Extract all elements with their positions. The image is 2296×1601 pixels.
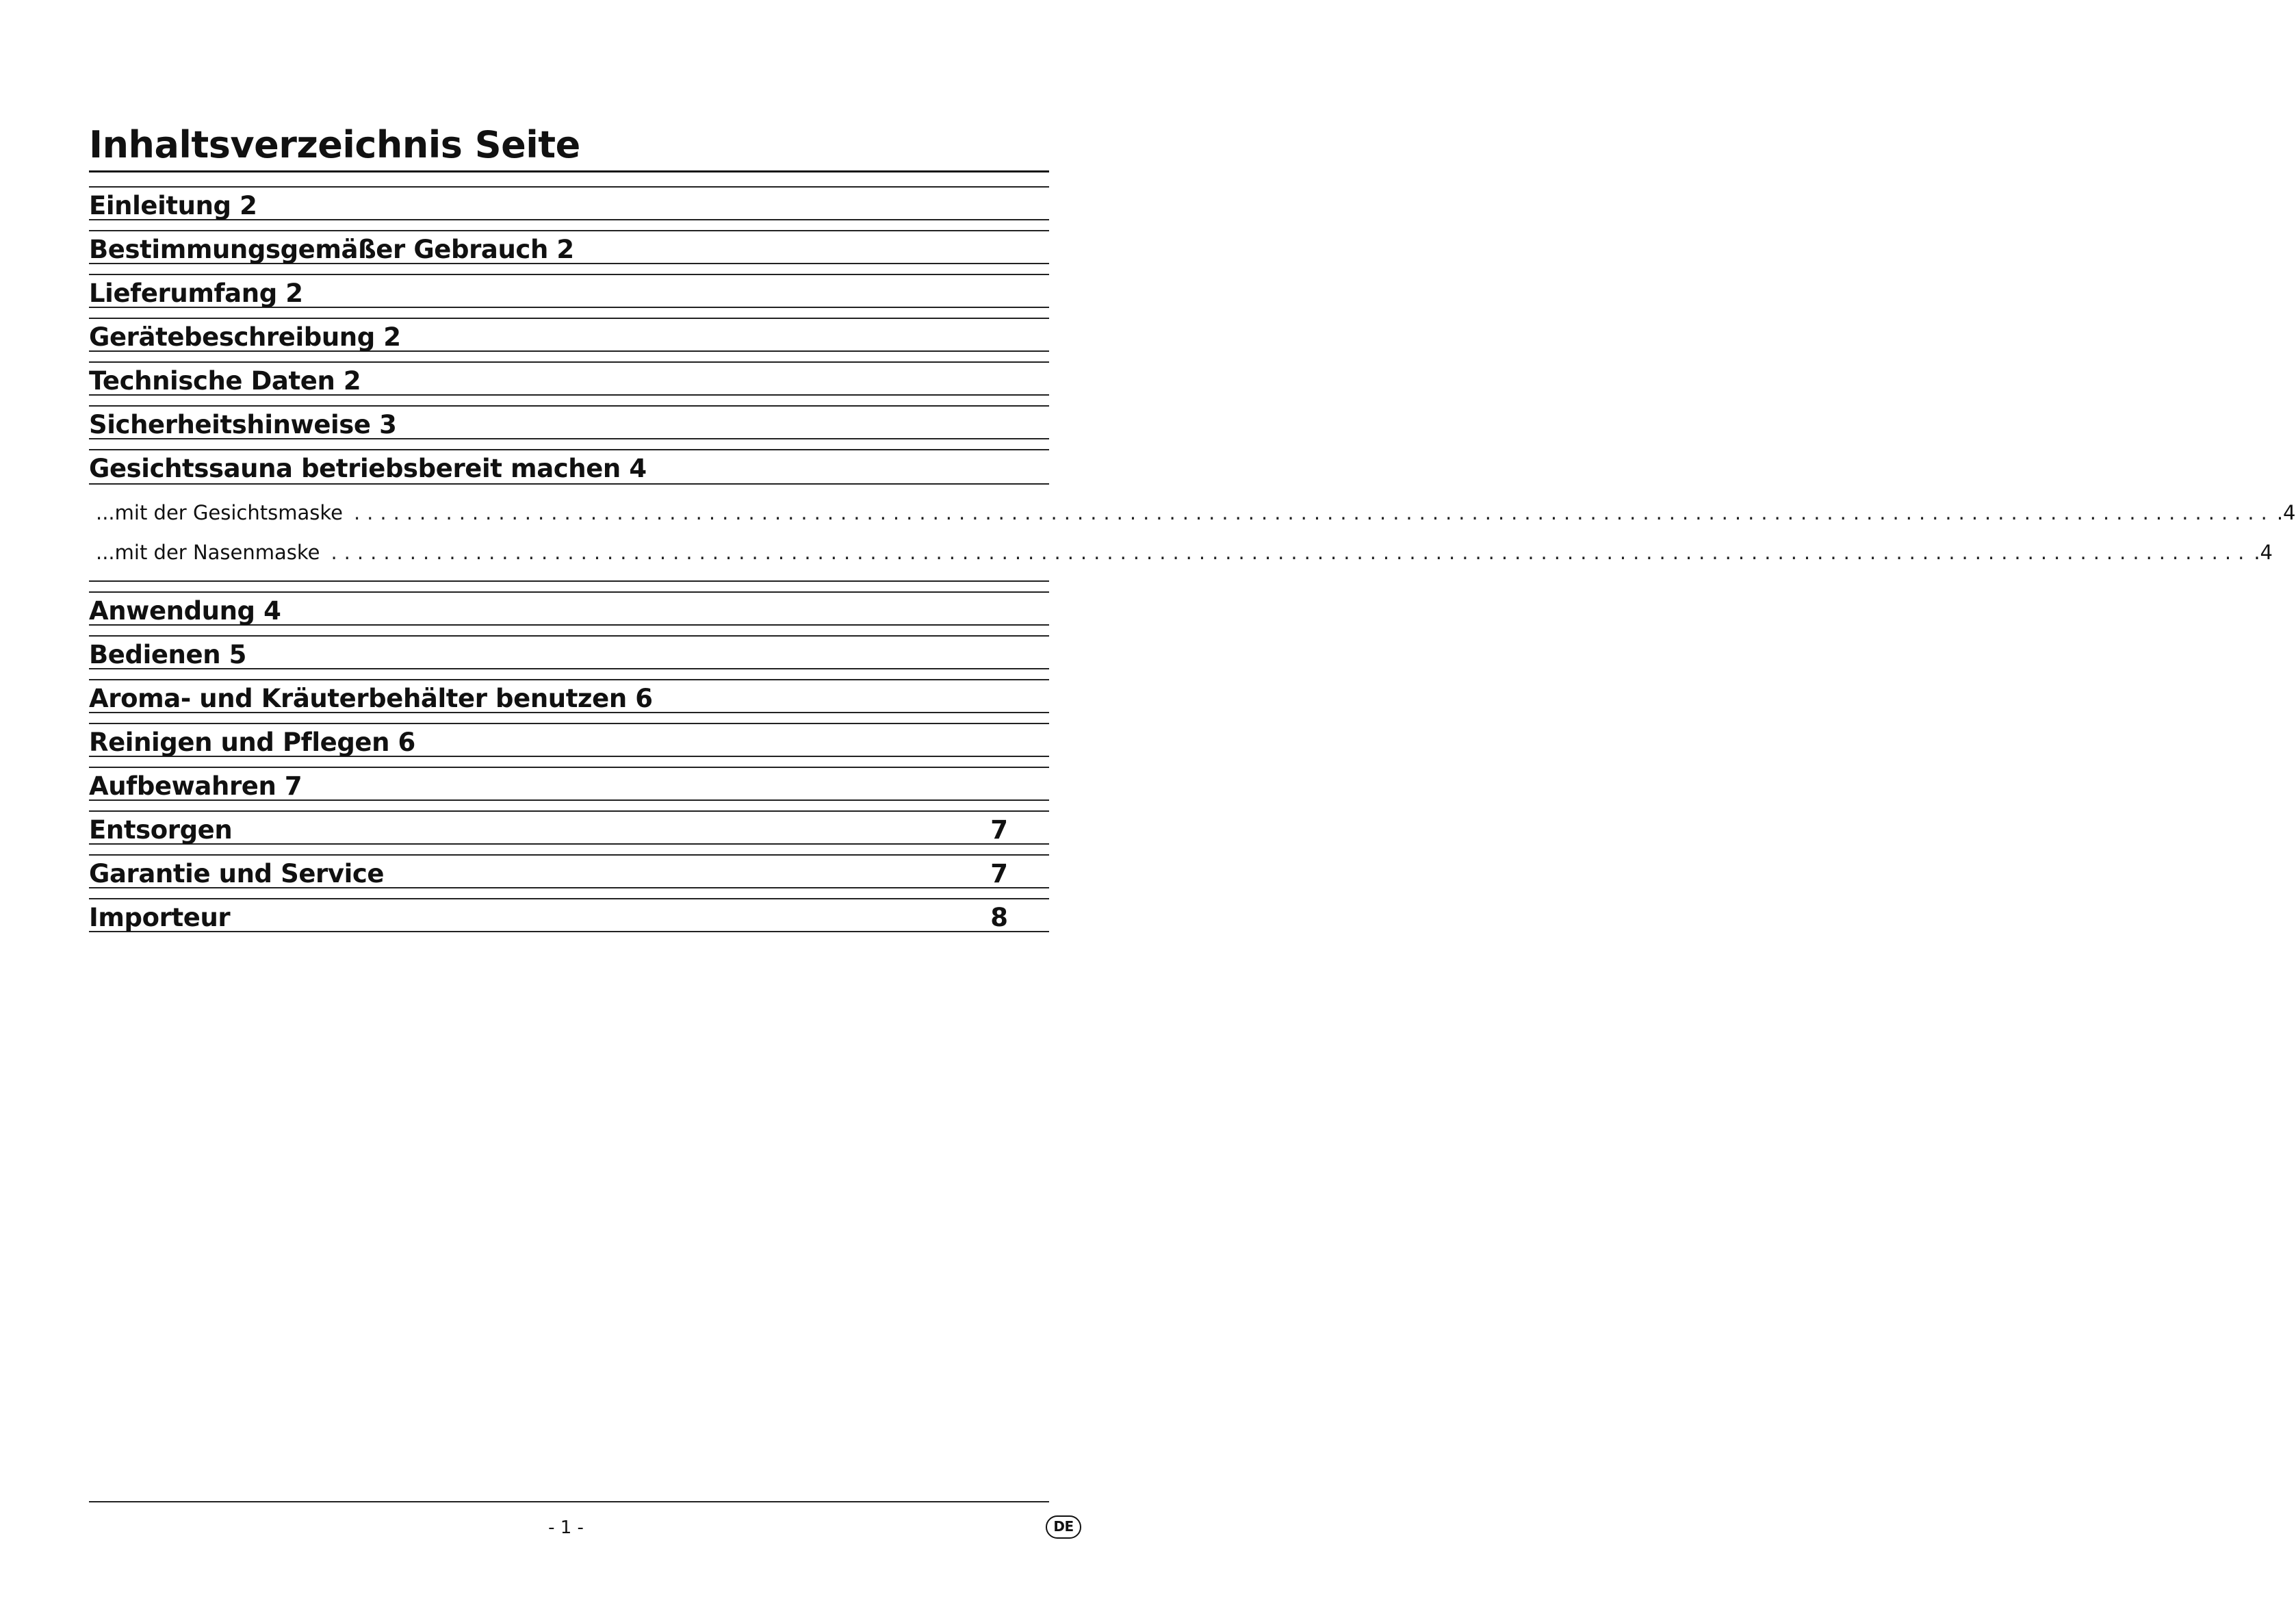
toc-entry-title: Aufbewahren 7 xyxy=(89,771,302,801)
toc-entry-importeur[interactable] xyxy=(89,898,1049,932)
toc-entry-entsorgen[interactable] xyxy=(89,810,1049,845)
toc-entry-title: Gerätebeschreibung 2 xyxy=(89,322,401,352)
page-title: Inhaltsverzeichnis Seite xyxy=(89,123,580,166)
dot-leader: .................................................................................................................................................. xyxy=(331,541,2252,564)
toc-entry-sicherheitshinweise[interactable] xyxy=(89,405,1049,439)
toc-entry-title: Aroma- und Kräuterbehälter benutzen 6 xyxy=(89,684,653,713)
toc-entry-lieferumfang[interactable] xyxy=(89,274,1049,308)
toc-entry-title: Sicherheitshinweise 3 xyxy=(89,410,397,439)
toc-entry-gebrauch[interactable] xyxy=(89,230,1049,264)
toc-entry-aufbewahren[interactable] xyxy=(89,767,1049,801)
toc-entry-title: Bedienen 5 xyxy=(89,640,246,669)
toc-entry-title: Reinigen und Pflegen 6 xyxy=(89,728,415,757)
toc-entry-reinigen[interactable] xyxy=(89,723,1049,757)
toc-entry-title: Einleitung 2 xyxy=(89,191,257,220)
toc-entry-title: Technische Daten 2 xyxy=(89,366,361,396)
toc-entry-einleitung[interactable] xyxy=(89,186,1049,220)
toc-entry-page: 7 xyxy=(990,859,1008,888)
toc-subentry-title: ...mit der Nasenmaske xyxy=(96,541,320,564)
dot-leader: .................................................................................................................................................. xyxy=(353,501,2274,524)
title-rule xyxy=(89,170,1049,172)
toc-entry-page: 7 xyxy=(990,815,1008,845)
toc-entry-title: Gesichtssauna betriebsbereit machen 4 xyxy=(89,454,647,483)
toc-subentry-title: ...mit der Gesichtsmaske xyxy=(96,501,343,524)
page-number: - 1 - xyxy=(548,1517,584,1538)
toc-entry-title: Bestimmungsgemäßer Gebrauch 2 xyxy=(89,235,574,264)
toc-entry-title: Garantie und Service xyxy=(89,859,385,888)
toc-subentry-page: .4 xyxy=(2254,541,2273,564)
toc-entry-aroma-behaelter[interactable] xyxy=(89,679,1049,713)
toc-entry-anwendung[interactable] xyxy=(89,591,1049,626)
table-of-contents xyxy=(89,186,2296,942)
toc-subentry-page: .4 xyxy=(2276,501,2296,524)
toc-subentry-gesichtsmaske[interactable] xyxy=(89,493,2296,533)
toc-entry-title: Entsorgen xyxy=(89,815,233,845)
toc-entry-technische-daten[interactable] xyxy=(89,361,1049,396)
language-badge: DE xyxy=(1046,1515,1081,1539)
toc-entry-betriebsbereit[interactable] xyxy=(89,450,1049,485)
toc-group-betriebsbereit xyxy=(89,449,2296,582)
toc-entry-garantie[interactable] xyxy=(89,854,1049,888)
toc-entry-geraetebeschreibung[interactable] xyxy=(89,318,1049,352)
toc-entry-title: Lieferumfang 2 xyxy=(89,279,303,308)
toc-entry-title: Anwendung 4 xyxy=(89,596,281,626)
footer-rule xyxy=(89,1501,1049,1502)
toc-subentry-nasenmaske[interactable] xyxy=(89,533,2273,572)
toc-subentries xyxy=(89,485,2296,580)
toc-entry-title: Importeur xyxy=(89,903,231,932)
toc-entry-page: 8 xyxy=(990,903,1008,932)
toc-entry-bedienen[interactable] xyxy=(89,635,1049,669)
